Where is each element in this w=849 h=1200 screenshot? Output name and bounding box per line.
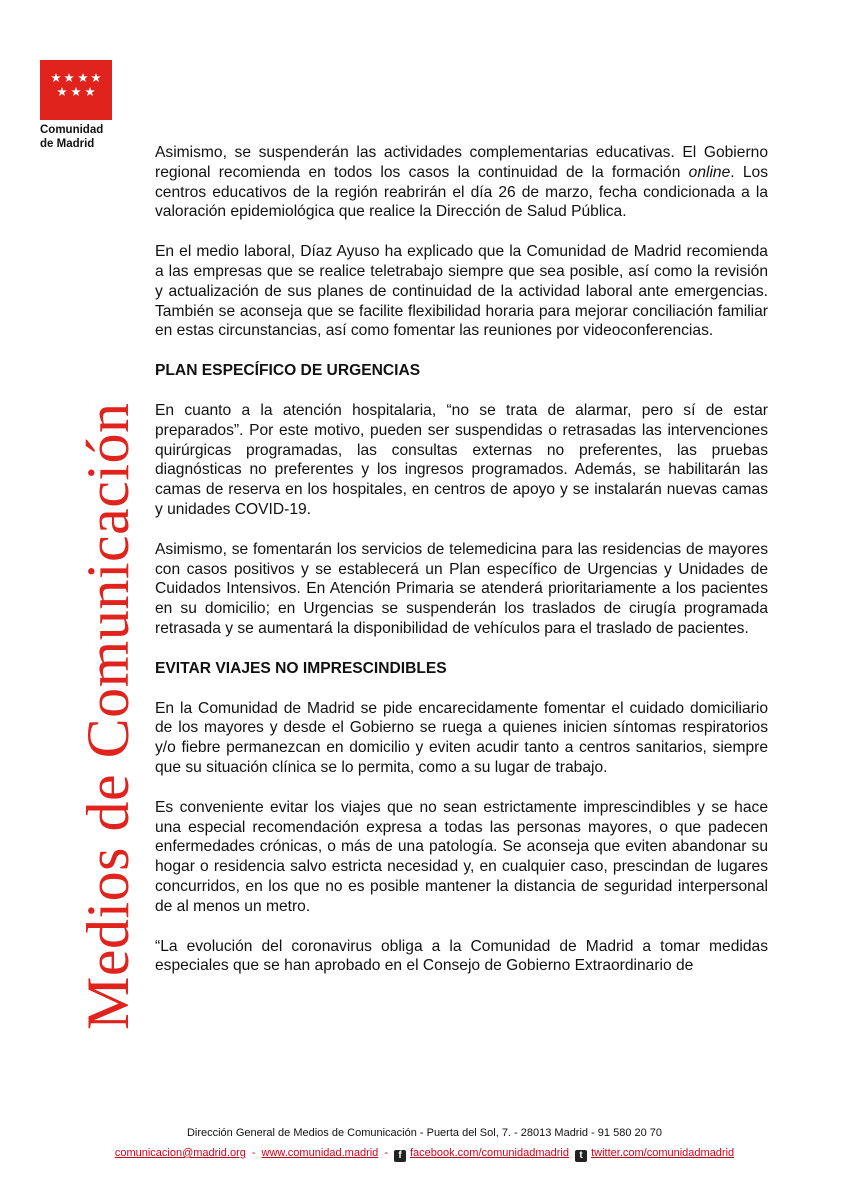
paragraph-1: Asimismo, se suspenderán las actividades complementarias educativas. El Gobierno regional recomienda en todos los casos la continuidad de la formación online. Los centros educativos de la región reabrirán el día 26 de marzo, fecha condicionada a la valoración epidemiológica que realice la Dirección de Salud Pública.: [155, 144, 768, 221]
website-link[interactable]: www.comunidad.madrid: [261, 1147, 379, 1159]
footer-separator: -: [251, 1147, 256, 1159]
twitter-link[interactable]: twitter.com/comunidadmadrid: [591, 1147, 735, 1159]
footer-links: [0, 1145, 849, 1162]
logo-line-1: Comunidad: [40, 124, 104, 136]
paragraph-3: En cuanto a la atención hospitalaria, “no se trata de alarmar, pero sí de estar preparados”. Por este motivo, pueden ser suspendidas o retrasadas las intervenciones quirúrgicas programadas, las consultas externas no preferentes, las pruebas diagnósticas no preferentes y los ingresos programados. Además, se habilitarán las camas de reserva en los hospitales, en centros de apoyo y se instalarán nuevas camas y unidades COVID-19.: [155, 401, 768, 518]
logo-text: [40, 123, 150, 151]
twitter-icon: t: [575, 1150, 587, 1162]
document-body: [155, 143, 768, 996]
paragraph-7: “La evolución del coronavirus obliga a la Comunidad de Madrid a tomar medidas especiales que se han aprobado en el Consejo de Gobierno Extraordinario de: [155, 937, 768, 975]
facebook-link[interactable]: facebook.com/comunidadmadrid: [409, 1147, 569, 1159]
comunidad-madrid-logo: [40, 60, 112, 120]
footer-address: Dirección General de Medios de Comunicación - Puerta del Sol, 7. - 28013 Madrid - 91 580 20 70: [186, 1127, 663, 1139]
paragraph-2: En el medio laboral, Díaz Ayuso ha explicado que la Comunidad de Madrid recomienda a las empresas que se realice teletrabajo siempre que sea posible, así como la revisión y actualización de sus planes de continuidad de la actividad laboral ante emergencias. También se aconseja que se facilite flexibilidad horaria para mejorar conciliación familiar en estas circunstancias, así como fomentar las reuniones por videoconferencias.: [155, 243, 768, 340]
stars-icon: [40, 60, 112, 120]
paragraph-6: Es conveniente evitar los viajes que no sean estrictamente imprescindibles y se hace una especial recomendación expresa a todas las personas mayores, o que padecen enfermedades crónicas, o más de una patología. Se aconseja que eviten abandonar su hogar o residencia salvo estricta necesidad y, en cualquier caso, prescindan de lugares concurridos, en los que no es posible mantener la distancia de seguridad interpersonal de al menos un metro.: [155, 798, 768, 915]
footer-separator: -: [384, 1147, 388, 1159]
section-heading-viajes: EVITAR VIAJES NO IMPRESCINDIBLES: [155, 659, 447, 677]
email-link[interactable]: comunicacion@madrid.org: [114, 1147, 246, 1159]
logo-line-2: de Madrid: [40, 138, 95, 150]
facebook-icon: f: [394, 1150, 406, 1162]
section-heading-urgencias: PLAN ESPECÍFICO DE URGENCIAS: [155, 362, 421, 380]
emphasis-online: online: [688, 163, 731, 181]
vertical-section-title: Medios de Comunicación: [75, 402, 141, 1030]
paragraph-4: Asimismo, se fomentarán los servicios de telemedicina para las residencias de mayores con casos positivos y se establecerá un Plan específico de Urgencias y Unidades de Cuidados Intensivos. En Atención Primaria se atenderá prioritariamente a los pacientes en su domicilio; en Urgencias se suspenderán los traslados de cirugía programada retrasada y se aumentará la disponibilidad de vehículos para el traslado de pacientes.: [155, 540, 768, 637]
paragraph-5: En la Comunidad de Madrid se pide encarecidamente fomentar el cuidado domiciliario de los mayores y desde el Gobierno se ruega a quienes inicien síntomas respiratorios y/o fiebre permanezcan en domicilio y eviten acudir tanto a centros sanitarios, siempre que su situación clínica se lo permita, como a su lugar de trabajo.: [155, 699, 768, 776]
